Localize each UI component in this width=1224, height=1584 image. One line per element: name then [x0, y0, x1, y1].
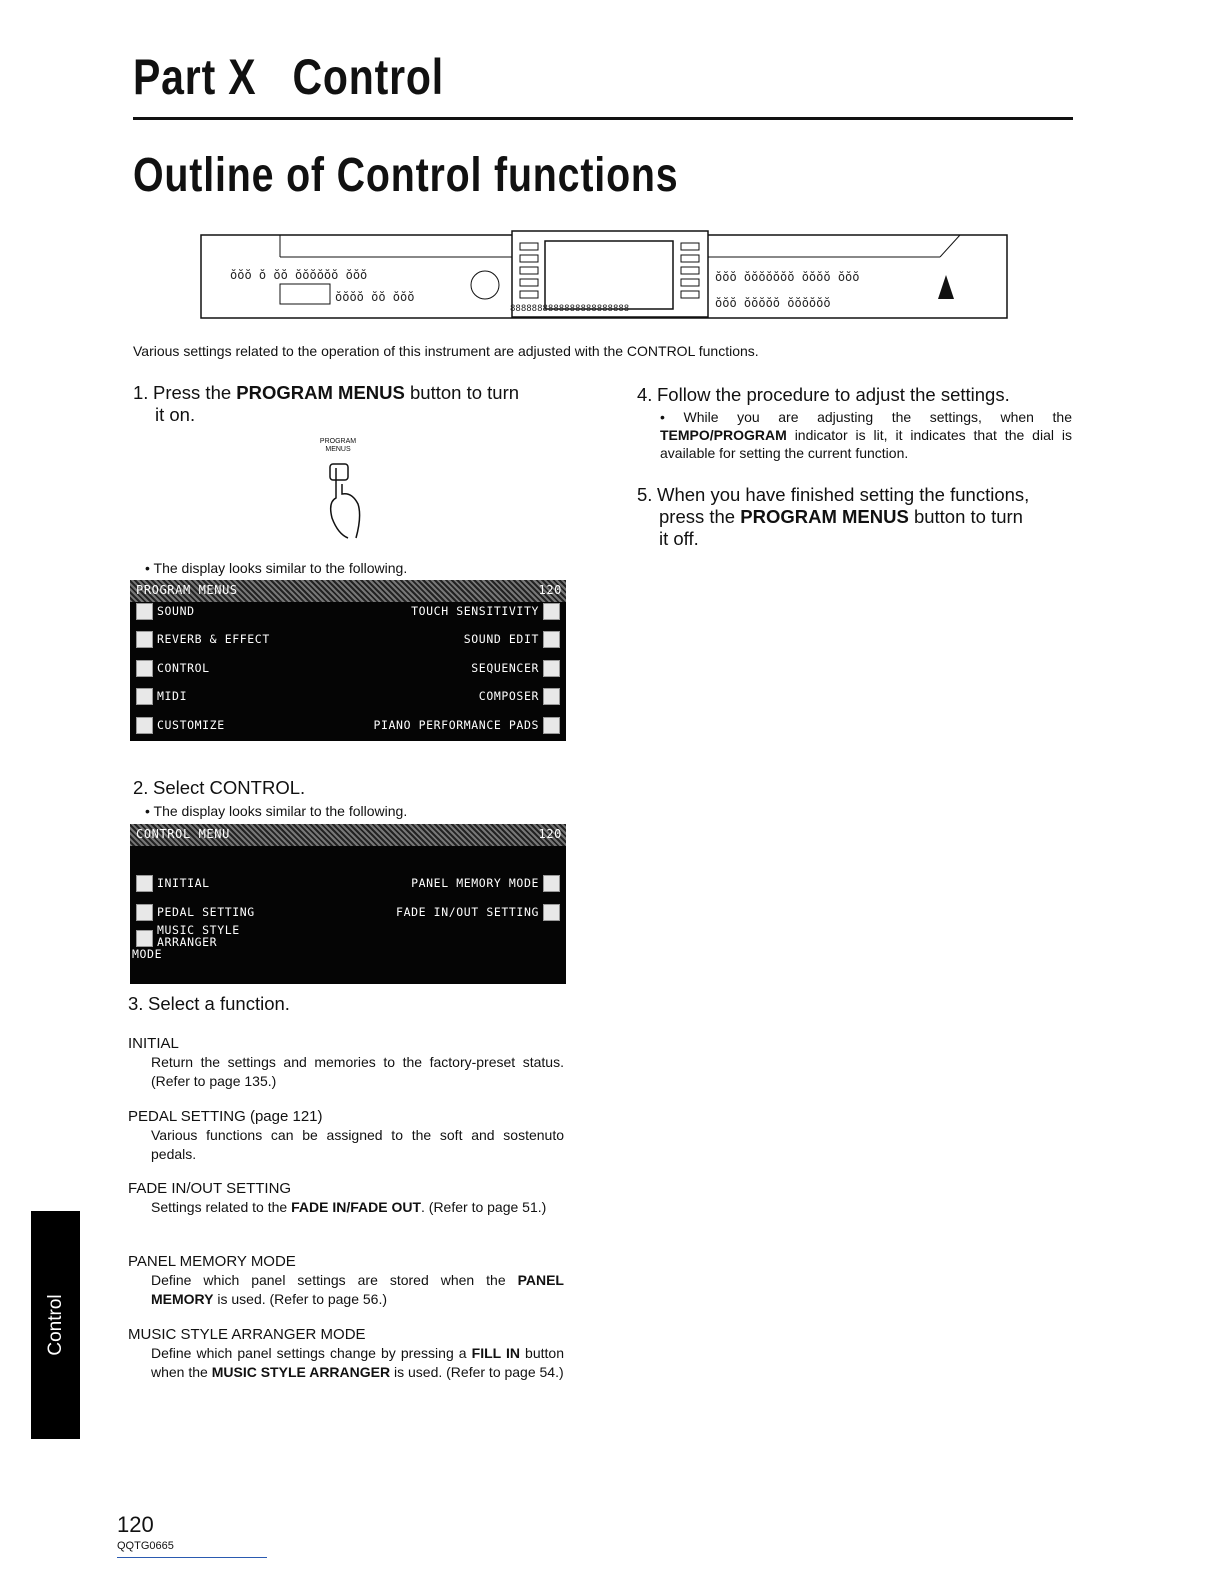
display-title: CONTROL MENU [136, 827, 230, 841]
program-menus-button-illustration [318, 438, 378, 548]
touch-icon [543, 603, 560, 620]
function-desc: Return the settings and memories to the factory-preset status. (Refer to page 135.) [151, 1054, 564, 1089]
function-title: MUSIC STYLE ARRANGER MODE [128, 1326, 366, 1343]
panel-memory-icon [543, 875, 560, 892]
step-number: 1. [133, 382, 149, 403]
step-text-cont [637, 506, 1077, 528]
pads-icon [543, 717, 560, 734]
desc-bold: FILL IN [471, 1345, 520, 1361]
step-text-cont: it off. [659, 528, 699, 549]
menu-label: PIANO PERFORMANCE PADS [373, 718, 539, 732]
menu-label: SOUND [157, 604, 195, 618]
hand-pressing-icon [318, 454, 378, 544]
part-name: Control [292, 49, 444, 105]
display-control-menu [130, 824, 566, 984]
step-4 [637, 384, 1077, 406]
step-text: Follow the procedure to adjust the settings. [657, 384, 1010, 405]
step-text: Select CONTROL. [153, 777, 306, 798]
menu-label: SEQUENCER [471, 661, 539, 675]
menu-label: SOUND EDIT [463, 632, 539, 646]
desc-text: is used. (Refer to page 56.) [213, 1290, 388, 1307]
function-title: FADE IN/OUT SETTING [128, 1180, 292, 1197]
side-tab-label: Control [44, 1294, 66, 1356]
display-page: 120 [538, 583, 562, 597]
menu-label: COMPOSER [478, 689, 539, 703]
step-2 [133, 777, 305, 799]
step-1-note: • The display looks similar to the following. [145, 560, 408, 576]
function-pedal-setting [128, 1108, 564, 1163]
function-title: INITIAL [128, 1035, 179, 1052]
note-text: indicator is lit, it indicates that the dial is available for setting the current function. [660, 427, 1072, 461]
step-bold: PROGRAM MENUS [236, 382, 405, 403]
midi-icon [136, 688, 153, 705]
display-title: PROGRAM MENUS [136, 583, 238, 597]
desc-bold: PANEL MEMORY [151, 1272, 564, 1307]
step-bold: PROGRAM MENUS [740, 506, 909, 527]
menu-item-fade-in-out-setting[interactable] [396, 900, 564, 924]
menu-label: MIDI [157, 689, 188, 703]
menu-item-sequencer[interactable] [471, 656, 564, 680]
menu-item-midi[interactable] [132, 684, 187, 708]
step-number: 4. [637, 384, 653, 405]
function-panel-memory-mode [128, 1253, 564, 1308]
part-title [133, 48, 444, 106]
menu-label: TOUCH SENSITIVITY [411, 604, 539, 618]
svg-text:8888888888888888888888: 8888888888888888888888 [510, 304, 630, 314]
desc-text: Define which panel settings change by pressing a [151, 1345, 472, 1361]
menu-item-piano-pads[interactable] [373, 713, 564, 737]
function-desc [128, 1271, 564, 1308]
menu-item-sound[interactable] [132, 599, 195, 623]
pedal-icon [136, 904, 153, 921]
composer-icon [543, 688, 560, 705]
menu-item-reverb-effect[interactable] [132, 627, 270, 651]
function-desc: Various functions can be assigned to the soft and sostenuto pedals. [151, 1127, 564, 1162]
menu-label: PANEL MEMORY MODE [411, 876, 539, 890]
display-program-menus [130, 580, 566, 741]
menu-label: PEDAL SETTING [157, 905, 255, 919]
step-text: press the [659, 506, 741, 527]
step-number: 2. [133, 777, 149, 798]
step-5 [637, 484, 1077, 550]
step-text: Press the [153, 382, 237, 403]
fade-icon [543, 904, 560, 921]
display-header [130, 824, 566, 846]
initial-icon [136, 875, 153, 892]
svg-text:ŏŏŏ ŏ ŏŏ ŏŏŏŏŏŏ ŏŏŏ: ŏŏŏ ŏ ŏŏ ŏŏŏŏŏŏ ŏŏŏ [230, 268, 368, 282]
menu-label: CUSTOMIZE [157, 718, 225, 732]
menu-label: REVERB & EFFECT [157, 632, 270, 646]
menu-item-control[interactable] [132, 656, 210, 680]
note-text: While you are adjusting the settings, when the [683, 409, 1072, 425]
step-2-note: • The display looks similar to the following. [145, 803, 408, 819]
desc-text: Define which panel settings are stored when the [151, 1272, 518, 1288]
menu-item-touch-sensitivity[interactable] [411, 599, 564, 623]
function-initial [128, 1035, 564, 1090]
arranger-icon [136, 930, 153, 947]
menu-label: FADE IN/OUT SETTING [396, 905, 539, 919]
function-desc [128, 1344, 564, 1381]
svg-text:ŏŏŏ ŏŏŏŏŏŏŏ ŏŏŏŏ ŏŏŏ: ŏŏŏ ŏŏŏŏŏŏŏ ŏŏŏŏ ŏŏŏ [715, 270, 860, 284]
step-1 [133, 382, 578, 426]
function-fade-in-out [128, 1180, 564, 1217]
page-number: 120 [117, 1512, 154, 1537]
desc-bold: FADE IN/FADE OUT [291, 1199, 421, 1215]
section-title: Outline of Control functions [133, 149, 679, 202]
menu-item-initial[interactable] [132, 871, 210, 895]
customize-icon [136, 717, 153, 734]
step-text: button to turn [404, 382, 520, 403]
menu-item-pedal-setting[interactable] [132, 900, 255, 924]
function-title: PEDAL SETTING (page 121) [128, 1108, 323, 1125]
menu-item-sound-edit[interactable] [464, 627, 564, 651]
step-text: Select a function. [148, 993, 290, 1014]
display-page: 120 [538, 827, 562, 841]
sound-edit-icon [543, 631, 560, 648]
menu-item-music-style-arranger-mode[interactable] [132, 923, 282, 961]
step-text-cont: it on. [155, 404, 196, 425]
step-4-note: • While you are adjusting the settings, when the TEMPO/PROGRAM indicator is lit, it indicates that the dial is available for setting the current function. [660, 409, 1072, 461]
button-caption: PROGRAM MENUS [319, 438, 357, 453]
step-3 [128, 993, 290, 1015]
section-side-tab [31, 1211, 80, 1439]
svg-text:ŏŏŏŏ ŏŏ ŏŏŏ: ŏŏŏŏ ŏŏ ŏŏŏ [335, 290, 415, 304]
desc-text: is used. (Refer to page 54.) [390, 1363, 564, 1380]
desc-text: button when the [151, 1345, 564, 1380]
control-icon [136, 660, 153, 677]
note-bold: TEMPO/PROGRAM [660, 427, 787, 443]
function-music-style-arranger-mode [128, 1326, 564, 1381]
intro-text: Various settings related to the operation of this instrument are adjusted with the CONTROL functions. [133, 343, 759, 359]
menu-label: MODE [132, 947, 163, 961]
instrument-panel-illustration [200, 229, 1008, 319]
menu-item-customize[interactable] [132, 713, 225, 737]
title-rule [133, 117, 1073, 120]
menu-label: INITIAL [157, 876, 210, 890]
desc-bold: MUSIC STYLE ARRANGER [211, 1363, 391, 1380]
sound-icon [136, 603, 153, 620]
step-text: button to turn [908, 506, 1023, 527]
menu-item-panel-memory-mode[interactable] [411, 871, 564, 895]
menu-label: CONTROL [157, 661, 210, 675]
sequencer-icon [543, 660, 560, 677]
step-number: 5. [637, 484, 653, 505]
desc-text: Settings related to the [151, 1199, 292, 1215]
menu-item-composer[interactable] [479, 684, 564, 708]
function-title: PANEL MEMORY MODE [128, 1253, 296, 1270]
function-desc [128, 1198, 564, 1217]
step-text: When you have finished setting the functions, [657, 484, 1030, 505]
reverb-icon [136, 631, 153, 648]
note-text: The display looks similar to the following. [153, 560, 408, 576]
menu-label: MUSIC STYLE ARRANGER [157, 923, 240, 949]
desc-text: . (Refer to page 51.) [421, 1199, 547, 1215]
step-number: 3. [128, 993, 144, 1014]
part-label: Part X [133, 49, 257, 105]
note-text: The display looks similar to the following. [153, 803, 408, 819]
footer-line [117, 1557, 267, 1558]
document-code: QQTG0665 [117, 1540, 174, 1552]
svg-text:ŏŏŏ ŏŏŏŏŏ ŏŏŏŏŏŏ: ŏŏŏ ŏŏŏŏŏ ŏŏŏŏŏŏ [715, 296, 831, 310]
